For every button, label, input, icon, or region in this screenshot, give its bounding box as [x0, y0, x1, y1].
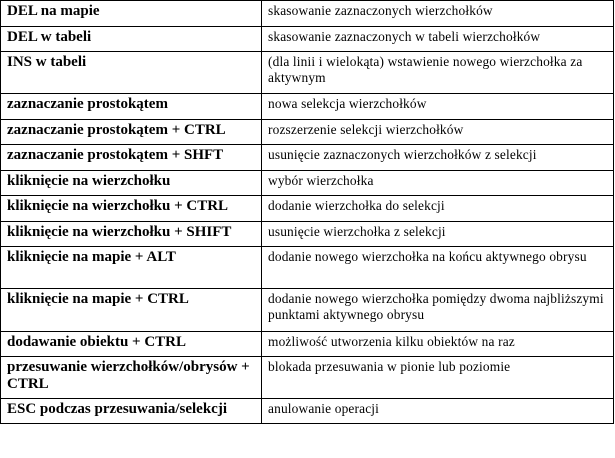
table-row [1, 171, 614, 196]
shortcut-description: dodanie nowego wierzchołka na końcu aktywnego obrysu [262, 247, 614, 289]
shortcut-description: dodanie wierzchołka do selekcji [262, 196, 614, 222]
shortcut-key: kliknięcie na wierzchołku + CTRL [1, 196, 262, 222]
table-row [1, 120, 614, 145]
shortcut-key: kliknięcie na wierzchołku + SHIFT [1, 222, 262, 247]
table-row [1, 247, 614, 289]
shortcut-key: zaznaczanie prostokątem + SHFT [1, 145, 262, 171]
table-row [1, 196, 614, 222]
shortcut-description: usunięcie zaznaczonych wierzchołków z selekcji [262, 145, 614, 171]
shortcut-description: skasowanie zaznaczonych wierzchołków [262, 1, 614, 27]
shortcut-description: nowa selekcja wierzchołków [262, 94, 614, 120]
shortcut-key: zaznaczanie prostokątem + CTRL [1, 120, 262, 145]
table-row [1, 1, 614, 27]
shortcut-description: blokada przesuwania w pionie lub poziomie [262, 357, 614, 399]
shortcut-key: kliknięcie na mapie + CTRL [1, 289, 262, 332]
shortcut-key: kliknięcie na mapie + ALT [1, 247, 262, 289]
shortcut-key: kliknięcie na wierzchołku [1, 171, 262, 196]
table-row [1, 145, 614, 171]
table-row [1, 332, 614, 357]
shortcut-description: możliwość utworzenia kilku obiektów na raz [262, 332, 614, 357]
table-row [1, 399, 614, 424]
shortcut-key: DEL na mapie [1, 1, 262, 27]
shortcut-key: zaznaczanie prostokątem [1, 94, 262, 120]
shortcut-description: wybór wierzchołka [262, 171, 614, 196]
table-row [1, 94, 614, 120]
shortcut-key: dodawanie obiektu + CTRL [1, 332, 262, 357]
table-row [1, 52, 614, 94]
shortcut-description: anulowanie operacji [262, 399, 614, 424]
table-row [1, 289, 614, 332]
shortcut-description: rozszerzenie selekcji wierzchołków [262, 120, 614, 145]
shortcut-description: dodanie nowego wierzchołka pomiędzy dwoma najbliższymi punktami aktywnego obrysu [262, 289, 614, 332]
table-row [1, 27, 614, 52]
table-row [1, 357, 614, 399]
shortcut-key: INS w tabeli [1, 52, 262, 94]
shortcut-description: skasowanie zaznaczonych w tabeli wierzchołków [262, 27, 614, 52]
shortcut-description: usunięcie wierzchołka z selekcji [262, 222, 614, 247]
table-row [1, 222, 614, 247]
shortcut-key: przesuwanie wierzchołków/obrysów + CTRL [1, 357, 262, 399]
shortcut-key: DEL w tabeli [1, 27, 262, 52]
shortcut-description: (dla linii i wielokąta) wstawienie nowego wierzchołka za aktywnym [262, 52, 614, 94]
shortcut-key: ESC podczas przesuwania/selekcji [1, 399, 262, 424]
